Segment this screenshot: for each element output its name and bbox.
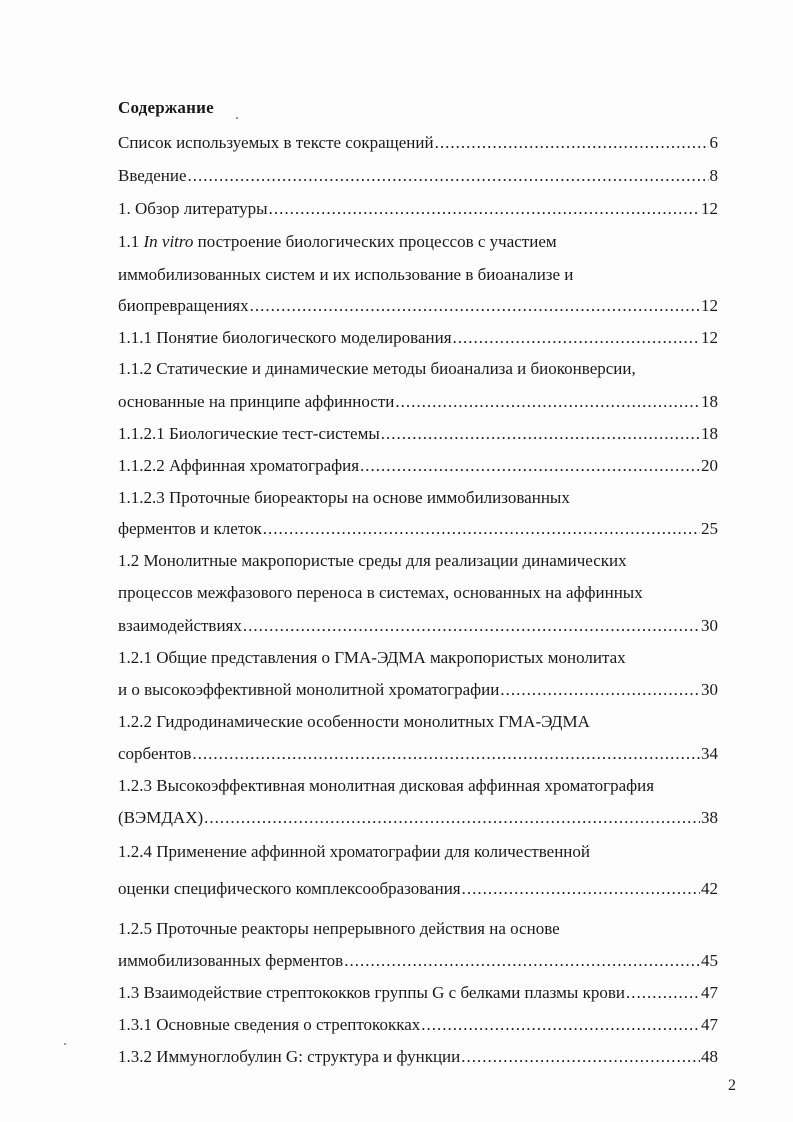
toc-entry: [118, 133, 718, 153]
toc-entry-text: 1.2.3 Высокоэффективная монолитная дисковая аффинная хроматография: [118, 776, 655, 795]
toc-leader: [626, 983, 700, 1003]
toc-entry-text: и о высокоэффективной монолитной хроматографии: [118, 680, 500, 699]
toc-leader: [381, 424, 700, 444]
toc-entry-text: (ВЭМДАХ): [118, 808, 204, 827]
toc-entry-text: сорбентов: [118, 744, 192, 763]
toc-entry: [118, 296, 718, 316]
toc-entry-text: биопревращениях: [118, 296, 249, 315]
toc-entry-text: 1.1.2.1 Биологические тест-системы: [118, 424, 380, 443]
scan-speck: [236, 117, 238, 119]
toc-leader: [188, 166, 709, 186]
toc-leader: [395, 392, 700, 412]
page-number: 2: [728, 1077, 736, 1094]
toc-entry-page: 8: [709, 166, 718, 185]
toc-entry: [118, 424, 718, 444]
toc-entry: [118, 842, 718, 862]
toc-entry-prefix: 1.1: [118, 232, 144, 251]
toc-entry-page: 12: [701, 296, 718, 315]
toc-entry-page: 48: [701, 1047, 718, 1066]
toc-entry: [118, 551, 718, 571]
toc-entry: [118, 951, 718, 971]
toc-entry-page: 45: [701, 951, 718, 970]
toc-entry: [118, 392, 718, 412]
toc-entry: [118, 776, 718, 796]
toc-entry-text: 1.1.2 Статические и динамические методы биоанализа и биоконверсии,: [118, 359, 636, 378]
toc-entry-text: 1.2.5 Проточные реакторы непрерывного действия на основе: [118, 919, 560, 938]
toc-entry-page: 38: [701, 808, 718, 827]
toc-entry-text: 1.2 Монолитные макропористые среды для реализации динамических: [118, 551, 627, 570]
toc-entry-text: основанные на принципе аффинности: [118, 392, 395, 411]
toc-entry: [118, 359, 718, 379]
toc-entry: [118, 265, 718, 285]
toc-entry: [118, 616, 718, 636]
toc-entry-text: процессов межфазового переноса в системах, основанных на аффинных: [118, 583, 643, 602]
toc-entry-text: 1.1.2.3 Проточные биореакторы на основе иммобилизованных: [118, 488, 570, 507]
toc-entry-text: 1.3.2 Иммуноглобулин G: структура и функции: [118, 1047, 461, 1066]
toc-leader: [263, 519, 700, 539]
toc-leader: [500, 680, 700, 700]
toc-entry-text: Введение: [118, 166, 187, 185]
toc-entry-text: 1.3.1 Основные сведения о стрептококках: [118, 1015, 421, 1034]
toc-leader: [360, 456, 700, 476]
toc-entry-page: 18: [701, 392, 718, 411]
toc-entry: [118, 232, 718, 252]
toc-entry: [118, 712, 718, 732]
toc-entry-page: 12: [701, 328, 718, 347]
toc-entry-text: иммобилизованных систем и их использование в биоанализе и: [118, 265, 574, 284]
toc-leader: [344, 951, 700, 971]
toc-entry: [118, 1015, 718, 1035]
toc-entry-page: 20: [701, 456, 718, 475]
toc-entry: [118, 648, 718, 668]
toc-leader: [461, 1047, 700, 1067]
toc-leader: [269, 199, 700, 219]
toc-entry-text: 1. Обзор литературы: [118, 199, 268, 218]
toc-entry-italic: In vitro: [143, 232, 194, 251]
toc-leader: [192, 744, 700, 764]
toc-entry: [118, 983, 718, 1003]
toc-entry-page: 30: [701, 680, 718, 699]
toc-entry-page: 47: [701, 1015, 718, 1034]
toc-entry-text: оценки специфического комплексообразования: [118, 879, 461, 898]
toc-entry-page: 47: [701, 983, 718, 1002]
toc-leader: [462, 879, 700, 899]
toc-entry-page: 42: [701, 879, 718, 898]
toc-entry-text: 1.2.2 Гидродинамические особенности монолитных ГМА-ЭДМА: [118, 712, 590, 731]
toc-entry: [118, 680, 718, 700]
toc-entry: [118, 1047, 718, 1067]
toc-entry-text: построение биологических процессов с участием: [193, 232, 557, 251]
toc-entry-text: иммобилизованных ферментов: [118, 951, 344, 970]
toc-entry-text: 1.1.2.2 Аффинная хроматография: [118, 456, 360, 475]
toc-entry: [118, 583, 718, 603]
toc-entry-page: 6: [709, 133, 718, 152]
toc-entry-page: 34: [701, 744, 718, 763]
toc-leader: [204, 808, 700, 828]
toc-entry: [118, 808, 718, 828]
toc-entry-page: 12: [701, 199, 718, 218]
toc-entry: [118, 488, 718, 508]
toc-leader: [250, 296, 700, 316]
toc-entry-page: 18: [701, 424, 718, 443]
toc-leader: [453, 328, 700, 348]
toc-entry-text: Список используемых в тексте сокращений: [118, 133, 434, 152]
toc-entry: [118, 879, 718, 899]
toc-entry: [118, 328, 718, 348]
toc-entry-text: взаимодействиях: [118, 616, 242, 635]
toc-entry-page: 30: [701, 616, 718, 635]
toc-entry: [118, 744, 718, 764]
toc-entry: [118, 456, 718, 476]
toc-entry: [118, 166, 718, 186]
toc-leader: [435, 133, 709, 153]
toc-entry-text: 1.2.4 Применение аффинной хроматографии для количественной: [118, 842, 590, 861]
toc-leader: [243, 616, 700, 636]
toc-entry: [118, 199, 718, 219]
toc-entry-text: 1.1.1 Понятие биологического моделирования: [118, 328, 452, 347]
toc-entry: [118, 919, 718, 939]
toc-entry-text: ферментов и клеток: [118, 519, 262, 538]
toc-entry-page: 25: [701, 519, 718, 538]
toc-entry-text: 1.3 Взаимодействие стрептококков группы G с белками плазмы крови: [118, 983, 625, 1002]
toc-leader: [421, 1015, 700, 1035]
toc-entry-text: 1.2.1 Общие представления о ГМА-ЭДМА макропористых монолитах: [118, 648, 626, 667]
scan-speck: [64, 1043, 66, 1045]
page-title: Содержание: [118, 98, 214, 117]
toc-entry: [118, 519, 718, 539]
